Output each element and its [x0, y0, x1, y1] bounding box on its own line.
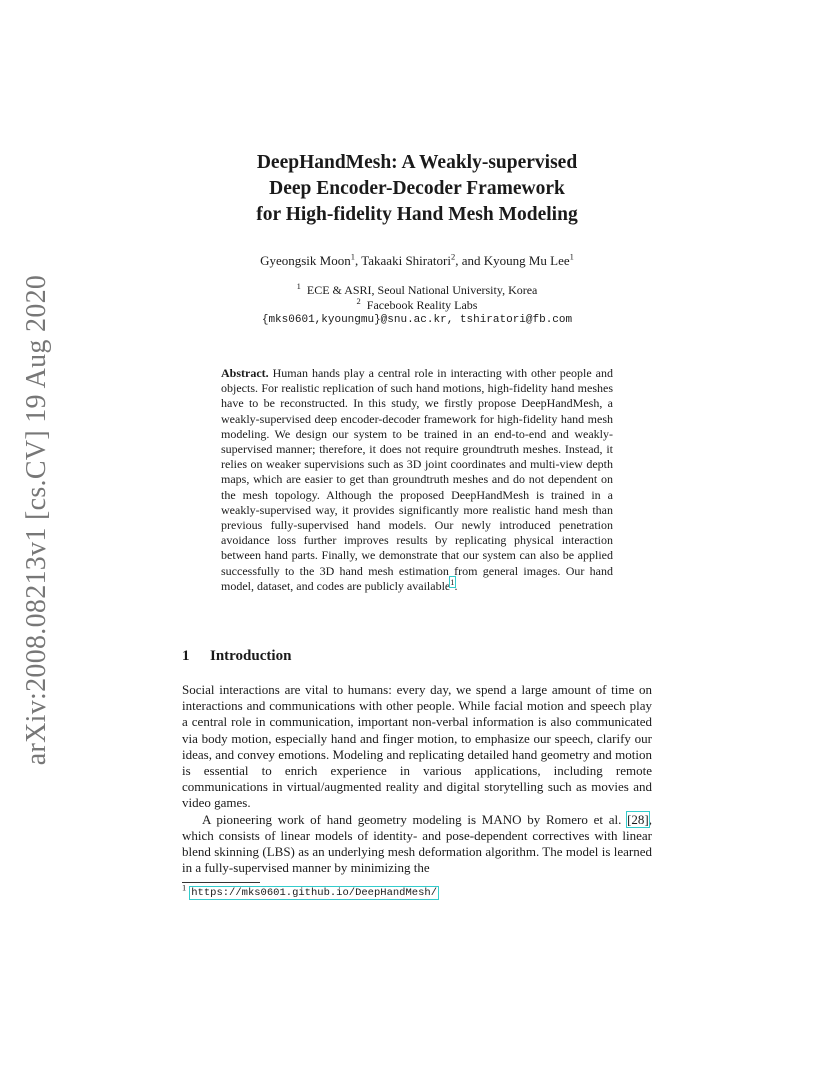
arxiv-id: arXiv:2008.08213v1 [cs.CV] 19 Aug 2020: [21, 274, 53, 766]
abstract-end: .: [454, 578, 458, 593]
footnote: [182, 882, 438, 899]
arxiv-sidebar-stamp: [14, 274, 60, 766]
body-text: [182, 682, 652, 876]
author-name: Gyeongsik Moon: [260, 253, 351, 268]
citation-link[interactable]: [28]: [627, 811, 649, 827]
author-list: [182, 253, 652, 269]
author-affil-mark: 2: [450, 251, 456, 262]
section-heading: [182, 648, 291, 665]
paper-title: [182, 150, 652, 228]
footnote-url-link[interactable]: https://mks0601.github.io/DeepHandMesh/: [191, 887, 437, 899]
title-line: DeepHandMesh: A Weakly-supervised: [256, 152, 578, 173]
abstract-label: Abstract.: [221, 366, 269, 380]
affiliation: [182, 298, 652, 313]
paragraph: [182, 812, 652, 877]
author-emails: {mks0601,kyoungmu}@snu.ac.kr, tshiratori@fb.com: [261, 314, 573, 326]
affiliation-text: Facebook Reality Labs: [366, 298, 478, 312]
author-separator: ,: [354, 253, 362, 268]
author-name: Kyoung Mu Lee: [483, 253, 570, 268]
abstract: [221, 366, 613, 594]
author-affil-mark: 1: [350, 251, 355, 262]
affiliation-mark: 2: [356, 296, 361, 306]
affiliation: [182, 283, 652, 298]
section-number: 1: [182, 648, 190, 664]
footnote-rule: [182, 882, 260, 883]
abstract-text: Human hands play a central role in interacting with other people and objects. For realistic replication of such hand motions, high-fidelity hand meshes have to be reconstructed. In this study, we firstly propose DeepHandMesh, a weakly-supervised deep encoder-decoder framework for high-fidelity hand mesh modeling. We design our system to be trained in an end-to-end and weakly-supervised manner; therefore, it does not require groundtruth meshes. Instead, it relies on weaker supervisions such as 3D joint coordinates and multi-view depth maps, which are easier to get than groundtruth meshes and do not dependent on the mesh topology. Although the proposed DeepHandMesh is trained in a weakly-supervised way, it provides significantly more realistic hand mesh than previous fully-supervised hand models. Our newly introduced penetration avoidance loss further improves results by replicating physical interaction between hand parts. Finally, we demonstrate that our system can also be applied successfully to the 3D hand mesh estimation from general images. Our hand model, dataset, and codes are publicly available: [221, 366, 613, 593]
author-affil-mark: 1: [569, 251, 574, 262]
title-line: for High-fidelity Hand Mesh Modeling: [256, 204, 578, 225]
footnote-link[interactable]: 1: [450, 576, 455, 587]
paragraph-text: A pioneering work of hand geometry modeling is MANO by Romero et al.: [202, 811, 628, 827]
author-name: Takaaki Shiratori: [361, 253, 451, 268]
footnote-mark: 1: [182, 882, 187, 893]
title-line: Deep Encoder-Decoder Framework: [269, 178, 565, 199]
paragraph-text: , which consists of linear models of identity- and pose-dependent correctives with linear blend skinning (LBS) as an underlying mesh deformation algorithm. The model is learned in a fully-supervised manner by minimizing the: [182, 811, 652, 876]
author-separator: , and: [455, 253, 484, 268]
affiliations: [182, 283, 652, 328]
affiliation-mark: 1: [296, 281, 301, 291]
affiliation-text: ECE & ASRI, Seoul National University, Korea: [306, 283, 538, 297]
section-title: Introduction: [210, 648, 292, 664]
paragraph: Social interactions are vital to humans: every day, we spend a large amount of time on interactions and communications with other people. While facial motion and speech play a central role in communication, important non-verbal information is also communicated via body motion, especially hand and finger motion, to emphasize our speech, clarify our ideas, and convey emotions. Modeling and replicating detailed hand geometry and motion is essential to enrich experience in various applications, including remote communications in virtual/augmented reality and digital storytelling such as movies and video games.: [182, 682, 652, 811]
